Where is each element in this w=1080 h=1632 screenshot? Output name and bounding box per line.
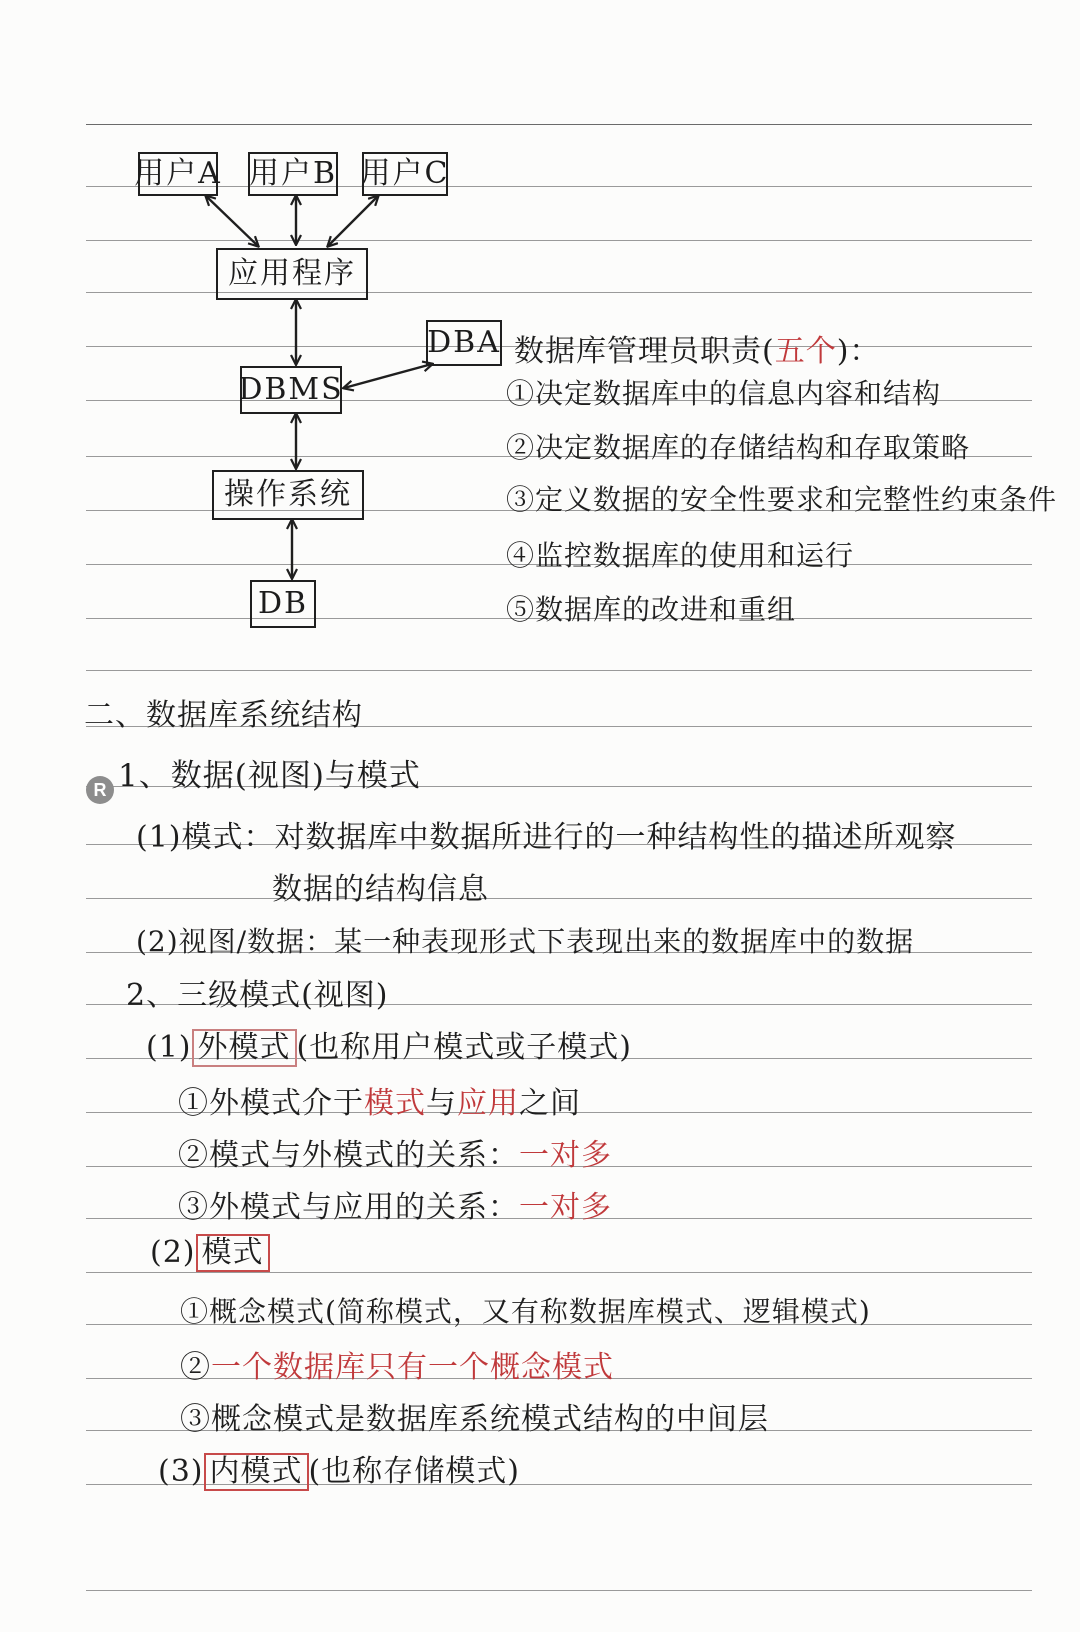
user-b-box: 用户B	[248, 152, 338, 196]
view-definition: (2)视图/数据：某一种表现形式下表现出来的数据库中的数据	[136, 925, 915, 958]
arrow-userc-app	[328, 196, 378, 246]
external-schema-line: (1) 外模式 (也称用户模式或子模式)	[146, 1030, 632, 1065]
dba-duty-1: ①决定数据库中的信息内容和结构	[506, 377, 942, 410]
schema-definition-cont: 数据的结构信息	[272, 872, 489, 907]
schema-box: 模式	[196, 1234, 270, 1272]
external-item-3: ③外模式与应用的关系：一对多	[178, 1190, 612, 1225]
db-box: DB	[250, 580, 316, 628]
dba-box: DBA	[426, 320, 502, 366]
subheading-2: 2、三级模式(视图)	[126, 978, 389, 1013]
section-heading: 二、数据库系统结构	[84, 698, 363, 733]
dba-duty-4: ④监控数据库的使用和运行	[506, 539, 855, 572]
external-item-2: ②模式与外模式的关系：一对多	[178, 1138, 612, 1173]
schema-definition: (1)模式：对数据库中数据所进行的一种结构性的描述所观察	[136, 820, 957, 855]
external-item-1: ①外模式介于模式与应用之间	[178, 1086, 581, 1121]
arrow-dbms-dba	[344, 364, 432, 388]
schema-item-1: ①概念模式(简称模式，又有称数据库模式、逻辑模式)	[180, 1295, 871, 1328]
conceptual-schema-line: (2) 模式	[150, 1234, 270, 1272]
dba-duties-title: 数据库管理员职责(五个)：	[514, 334, 881, 369]
internal-schema-line: (3) 内模式 (也称存储模式)	[158, 1454, 520, 1489]
dba-duty-2: ②决定数据库的存储结构和存取策略	[506, 431, 971, 464]
arrow-usera-app	[206, 196, 258, 246]
external-schema-box: 外模式	[192, 1029, 297, 1067]
subheading-1: 1、数据(视图)与模式	[118, 758, 421, 794]
dba-duty-3: ③定义数据的安全性要求和完整性约束条件	[506, 483, 1058, 516]
application-box: 应用程序	[216, 248, 368, 300]
schema-item-2: ②一个数据库只有一个概念模式	[180, 1350, 614, 1385]
dba-duty-5: ⑤数据库的改进和重组	[506, 593, 797, 626]
r-badge-icon: R	[86, 776, 114, 804]
user-a-box: 用户A	[138, 152, 218, 196]
dbms-box: DBMS	[240, 366, 342, 414]
user-c-box: 用户C	[362, 152, 448, 196]
schema-item-3: ③概念模式是数据库系统模式结构的中间层	[180, 1402, 769, 1437]
os-box: 操作系统	[212, 470, 364, 520]
internal-schema-box: 内模式	[204, 1453, 309, 1491]
